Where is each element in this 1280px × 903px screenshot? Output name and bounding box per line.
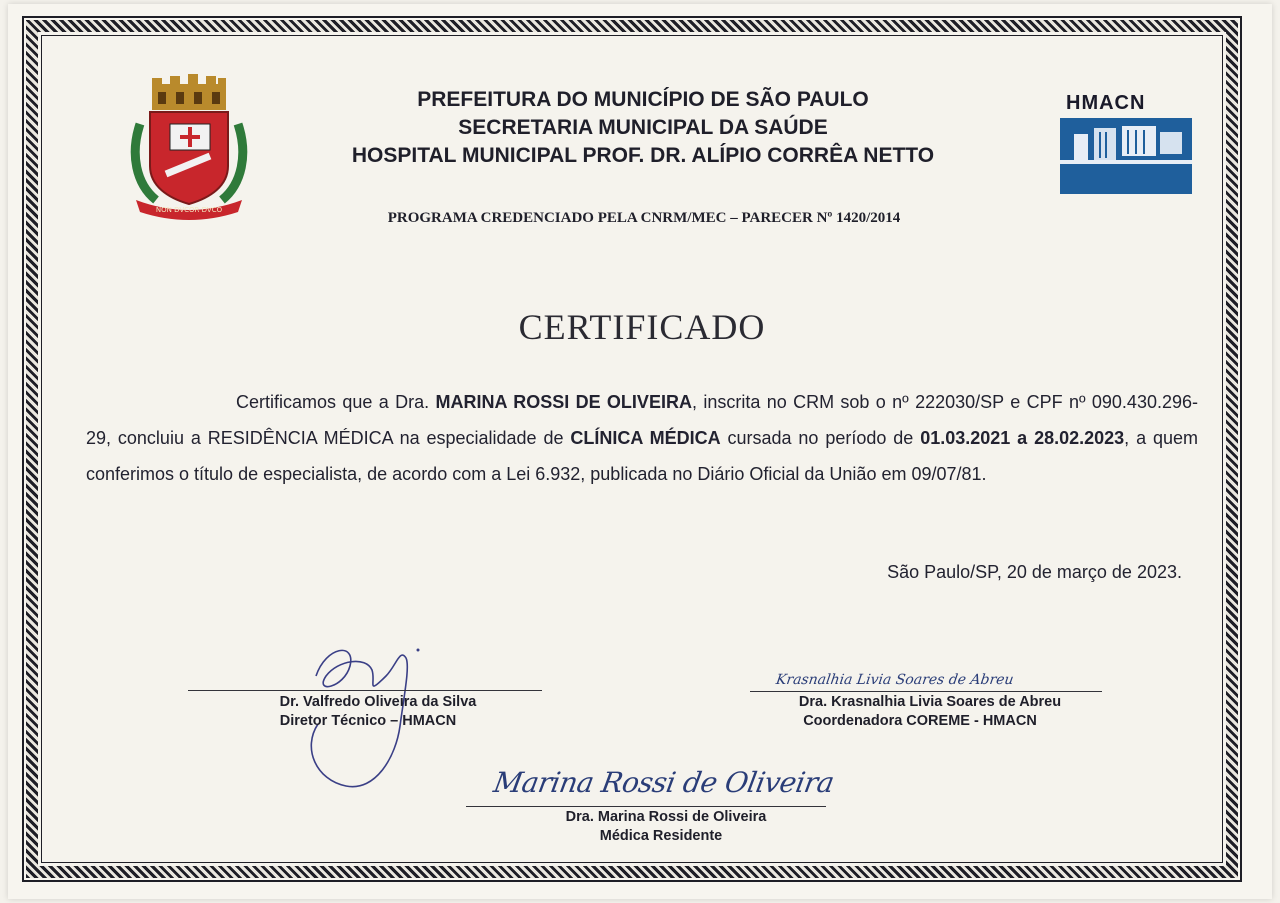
body-period-intro: cursada no período de — [720, 428, 921, 448]
signer-right-name: Dra. Krasnalhia Livia Soares de Abreu — [798, 694, 1062, 710]
signature-krasnalhia: Krasnalhia Livia Soares de Abreu — [774, 672, 1015, 688]
signature-line-left — [188, 690, 542, 691]
certificate-title: CERTIFICADO — [518, 307, 766, 347]
header-municipality: PREFEITURA DO MUNICÍPIO DE SÃO PAULO — [417, 88, 869, 111]
signature-line-right — [750, 691, 1102, 692]
issue-date: São Paulo/SP, 20 de março de 2023. — [887, 562, 1182, 582]
certificate-body — [86, 384, 1198, 492]
header-secretariat: SECRETARIA MUNICIPAL DA SAÚDE — [458, 116, 828, 139]
resident-name: MARINA ROSSI DE OLIVEIRA — [435, 392, 692, 412]
signer-bottom-name: Dra. Marina Rossi de Oliveira — [565, 809, 767, 825]
signer-left-role: Diretor Técnico – HMACN — [279, 713, 457, 729]
signer-bottom-role: Médica Residente — [599, 828, 723, 844]
signer-left-name: Dr. Valfredo Oliveira da Silva — [279, 694, 477, 710]
signer-right-role: Coordenadora COREME - HMACN — [803, 713, 1037, 729]
program-accreditation: PROGRAMA CREDENCIADO PELA CNRM/MEC – PARECER Nº 1420/2014 — [387, 210, 901, 226]
crest-motto: NON DVCOR DVCO — [155, 206, 223, 214]
specialty: CLÍNICA MÉDICA — [570, 428, 721, 448]
body-registration: , inscrita no CRM sob o nº 222030/SP e CPF nº 090.430.296-29, concluiu a RESIDÊNCIA MÉDICA na especialidade de — [86, 392, 1198, 448]
header-hospital: HOSPITAL MUNICIPAL PROF. DR. ALÍPIO CORRÊA NETTO — [351, 144, 935, 167]
body-intro: Certificamos que a Dra. — [236, 392, 436, 412]
body-legal: , a quem conferimos o título de especialista, de acordo com a Lei 6.932, publicada no Diário Oficial da União em 09/07/81. — [86, 428, 1198, 484]
signature-marina: Marina Rossi de Oliveira — [491, 766, 837, 799]
residency-period: 01.03.2021 a 28.02.2023 — [920, 428, 1125, 448]
signature-line-bottom — [466, 806, 826, 807]
hmacn-logo-text: HMACN — [1066, 92, 1146, 114]
